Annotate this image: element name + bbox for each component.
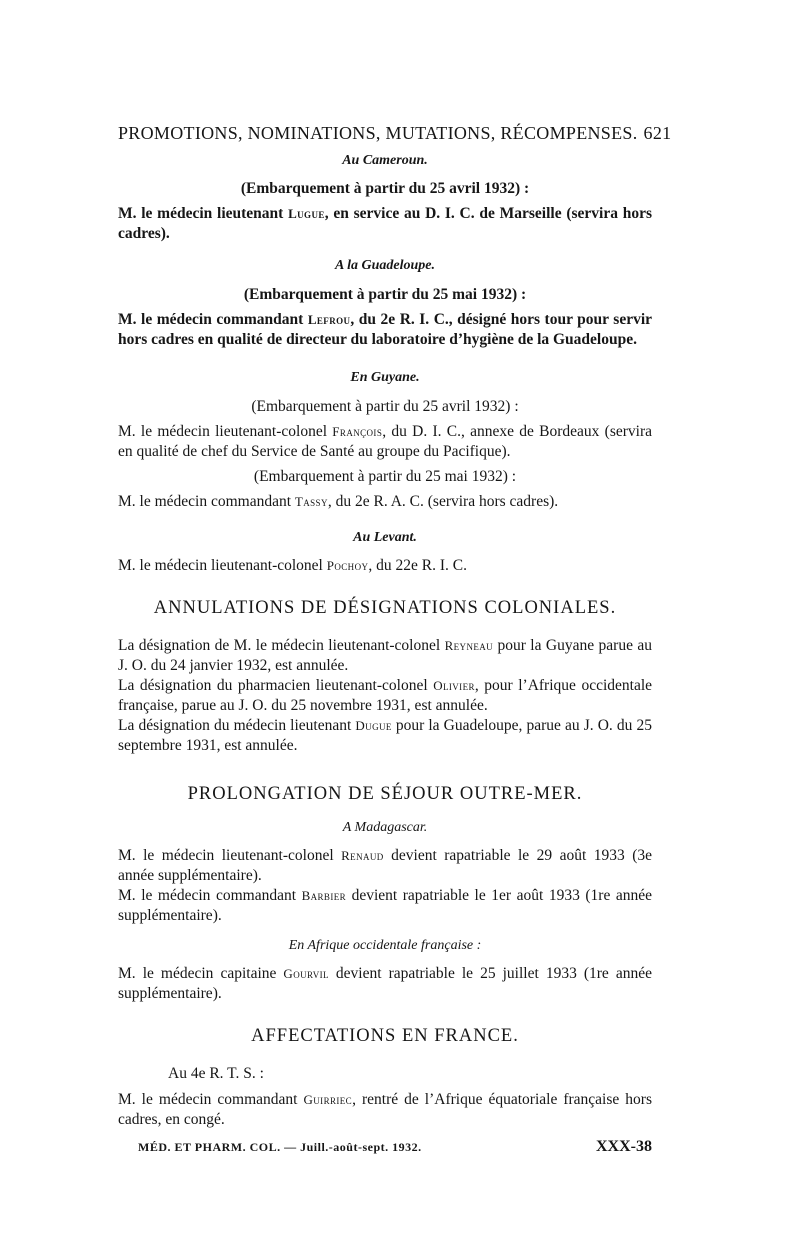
paragraph-cameroun: M. le médecin lieutenant Lugue, en service au D. I. C. de Marseille (servira hors cadres). xyxy=(118,205,652,242)
subheading-cameroun: Au Cameroun. xyxy=(342,153,428,168)
paragraph-guyane-1: M. le médecin lieutenant-colonel François, du D. I. C., annexe de Bordeaux (servira en qualité de chef du Service de Santé au groupe du Pacifique). xyxy=(118,423,652,460)
officer-name: Tassy xyxy=(294,494,328,509)
officer-name: Lugue xyxy=(288,206,325,221)
officer-name: Lefrou xyxy=(307,312,351,327)
subheading-aof: En Afrique occidentale française : xyxy=(288,938,482,953)
paragraph-annulation-2: La désignation du pharmacien lieutenant-colonel Olivier, pour l’Afrique occidentale française, parue au J. O. du 25 novembre 1931, est annulée. xyxy=(118,677,653,714)
officer-name: Renaud xyxy=(341,848,384,863)
subheading-madagascar: A Madagascar. xyxy=(342,820,428,835)
section-heading-affectations: AFFECTATIONS EN FRANCE. xyxy=(251,1026,519,1046)
subheading-levant: Au Levant. xyxy=(353,530,417,545)
subheading-guadeloupe: A la Guadeloupe. xyxy=(335,258,435,273)
running-head-title: PROMOTIONS, NOMINATIONS, MUTATIONS, RÉCOMPENSES. xyxy=(118,123,638,143)
section-heading-annulations: ANNULATIONS DE DÉSIGNATIONS COLONIALES. xyxy=(153,598,617,618)
embarkation-line: (Embarquement à partir du 25 mai 1932) : xyxy=(243,286,527,303)
paragraph-guyane-2: M. le médecin commandant Tassy, du 2e R. A. C. (servira hors cadres). xyxy=(118,493,559,510)
running-head xyxy=(118,118,672,148)
paragraph-annulation-3: La désignation du médecin lieutenant Dugue pour la Guadeloupe, parue au J. O. du 25 septembre 1931, est annulée. xyxy=(118,717,652,754)
paragraph-prolongation-1: M. le médecin lieutenant-colonel Renaud devient rapatriable le 29 août 1933 (3e année supplémentaire). xyxy=(118,847,652,884)
footer-journal: MÉD. ET PHARM. COL. — Juill.-août-sept. 1932. xyxy=(138,1140,422,1154)
officer-name: Gourvil xyxy=(283,966,329,981)
subheading-guyane: En Guyane. xyxy=(350,370,420,385)
embarkation-line: (Embarquement à partir du 25 avril 1932) : xyxy=(251,398,519,415)
officer-name: François xyxy=(332,424,383,439)
paragraph-annulation-1: La désignation de M. le médecin lieutenant-colonel Reyneau pour la Guyane parue au J. O. du 24 janvier 1932, est annulée. xyxy=(118,637,652,674)
paragraph-levant: M. le médecin lieutenant-colonel Pochoy, du 22e R. I. C. xyxy=(118,557,467,574)
footer-signature: XXX-38 xyxy=(596,1138,652,1155)
officer-name: Reyneau xyxy=(444,638,494,653)
section-heading-prolongation: PROLONGATION DE SÉJOUR OUTRE-MER. xyxy=(187,784,583,804)
embarkation-line: (Embarquement à partir du 25 mai 1932) : xyxy=(253,468,517,485)
paragraph-guadeloupe: M. le médecin commandant Lefrou, du 2e R. I. C., désigné hors tour pour servir hors cadres en qualité de directeur du laboratoire d’hygiène de la Guadeloupe. xyxy=(118,311,653,348)
paragraph-prolongation-3: M. le médecin capitaine Gourvil devient rapatriable le 25 juillet 1933 (1re année supplémentaire). xyxy=(118,965,652,1002)
unit-label: Au 4e R. T. S. : xyxy=(168,1065,264,1082)
embarkation-line: (Embarquement à partir du 25 avril 1932) : xyxy=(240,180,530,197)
officer-name: Olivier xyxy=(433,678,475,693)
paragraph-prolongation-2: M. le médecin commandant Barbier devient rapatriable le 1er août 1933 (1re année supplémentaire). xyxy=(118,887,652,924)
officer-name: Guirriec xyxy=(303,1092,353,1107)
officer-name: Barbier xyxy=(301,888,347,903)
page-number: 621 xyxy=(643,123,672,143)
officer-name: Pochoy xyxy=(326,558,369,573)
page-footer xyxy=(118,1138,652,1156)
officer-name: Dugue xyxy=(355,718,392,733)
paragraph-affectation: M. le médecin commandant Guirriec, rentré de l’Afrique équatoriale française hors cadres, en congé. xyxy=(118,1091,652,1128)
